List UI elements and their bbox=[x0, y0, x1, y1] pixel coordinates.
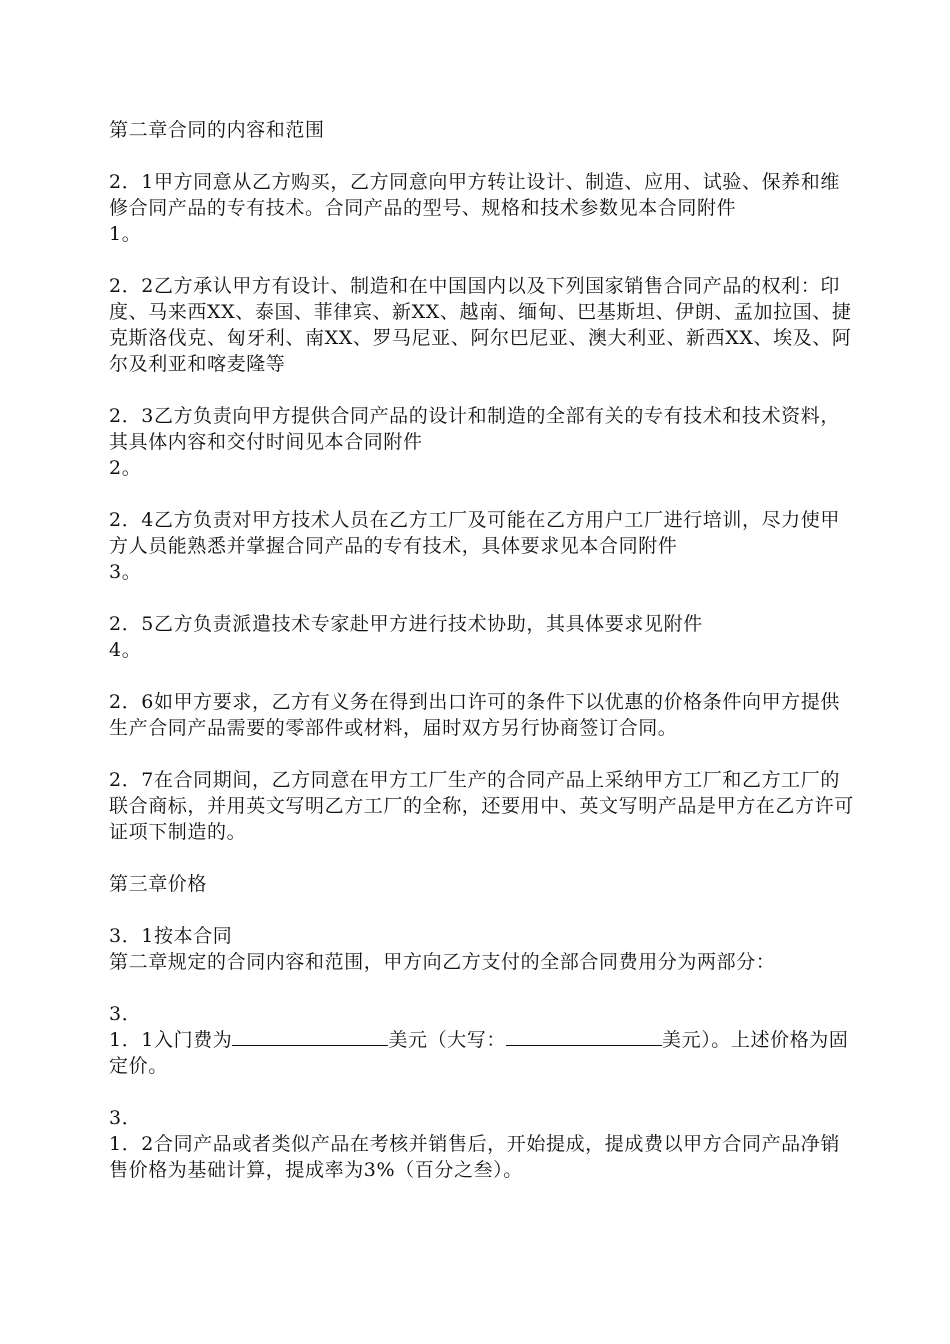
clause-3-1-2-text: 1．2合同产品或者类似产品在考核并销售后，开始提成，提成费以甲方合同产品净销售价格为基础计算，提成率为3%（百分之叁）。 bbox=[109, 1133, 840, 1181]
clause-2-5-text: 2．5乙方负责派遣技术专家赴甲方进行技术协助，其具体要求见附件 bbox=[109, 613, 703, 635]
clause-2-6: 2．6如甲方要求，乙方有义务在得到出口许可的条件下以优惠的价格条件向甲方提供生产合同产品需要的零部件或材料，届时双方另行协商签订合同。 bbox=[109, 691, 840, 739]
clause-3-1-text: 第二章规定的合同内容和范围，甲方向乙方支付的全部合同费用分为两部分： bbox=[109, 951, 776, 973]
amount-blank-field[interactable] bbox=[232, 1027, 388, 1046]
clause-2-2: 2．2乙方承认甲方有设计、制造和在中国国内以及下列国家销售合同产品的权利：印度、马来西XX、泰国、菲律宾、新XX、越南、缅甸、巴基斯坦、伊朗、孟加拉国、捷克斯洛伐克、匈牙利、南XX、罗马尼亚、阿尔巴尼亚、澳大利亚、新西XX、埃及、阿尔及利亚和喀麦隆等 bbox=[109, 275, 852, 375]
chapter-3-title: 第三章价格 bbox=[109, 873, 208, 895]
clause-2-1-text: 2．1甲方同意从乙方购买，乙方同意向甲方转让设计、制造、应用、试验、保养和维修合同产品的专有技术。合同产品的型号、规格和技术参数见本合同附件 bbox=[109, 171, 840, 219]
clause-2-1 bbox=[109, 169, 854, 247]
clause-2-1-attachment: 1。 bbox=[109, 223, 142, 245]
document-body bbox=[109, 117, 854, 1209]
clause-3-1-1-number: 3． bbox=[109, 1003, 142, 1025]
clause-3-1-2 bbox=[109, 1105, 854, 1183]
clause-2-3-text: 2．3乙方负责向甲方提供合同产品的设计和制造的全部有关的专有技术和技术资料，其具体内容和交付时间见本合同附件 bbox=[109, 405, 840, 453]
clause-2-4 bbox=[109, 507, 854, 585]
clause-2-5 bbox=[109, 611, 854, 663]
clause-3-1-1-text-b: 美元（大写： bbox=[388, 1029, 506, 1051]
amount-in-words-blank-field[interactable] bbox=[506, 1027, 662, 1046]
clause-2-7: 2．7在合同期间，乙方同意在甲方工厂生产的合同产品上采纳甲方工厂和乙方工厂的联合商标，并用英文写明乙方工厂的全称，还要用中、英文写明产品是甲方在乙方许可证项下制造的。 bbox=[109, 769, 854, 843]
chapter-2-title: 第二章合同的内容和范围 bbox=[109, 119, 325, 141]
clause-3-1 bbox=[109, 923, 854, 975]
clause-2-3 bbox=[109, 403, 854, 481]
clause-3-1-1 bbox=[109, 1001, 854, 1079]
clause-3-1-heading: 3．1按本合同 bbox=[109, 925, 233, 947]
clause-3-1-2-number: 3． bbox=[109, 1107, 142, 1129]
clause-3-1-1-text-c: 美元）。上述价格为固定价。 bbox=[109, 1029, 849, 1077]
clause-3-1-1-text-a: 1．1入门费为 bbox=[109, 1029, 233, 1051]
clause-2-4-text: 2．4乙方负责对甲方技术人员在乙方工厂及可能在乙方用户工厂进行培训，尽力使甲方人员能熟悉并掌握合同产品的专有技术，具体要求见本合同附件 bbox=[109, 509, 840, 557]
clause-2-4-attachment: 3。 bbox=[109, 561, 142, 583]
clause-2-3-attachment: 2。 bbox=[109, 457, 142, 479]
clause-2-5-attachment: 4。 bbox=[109, 639, 142, 661]
